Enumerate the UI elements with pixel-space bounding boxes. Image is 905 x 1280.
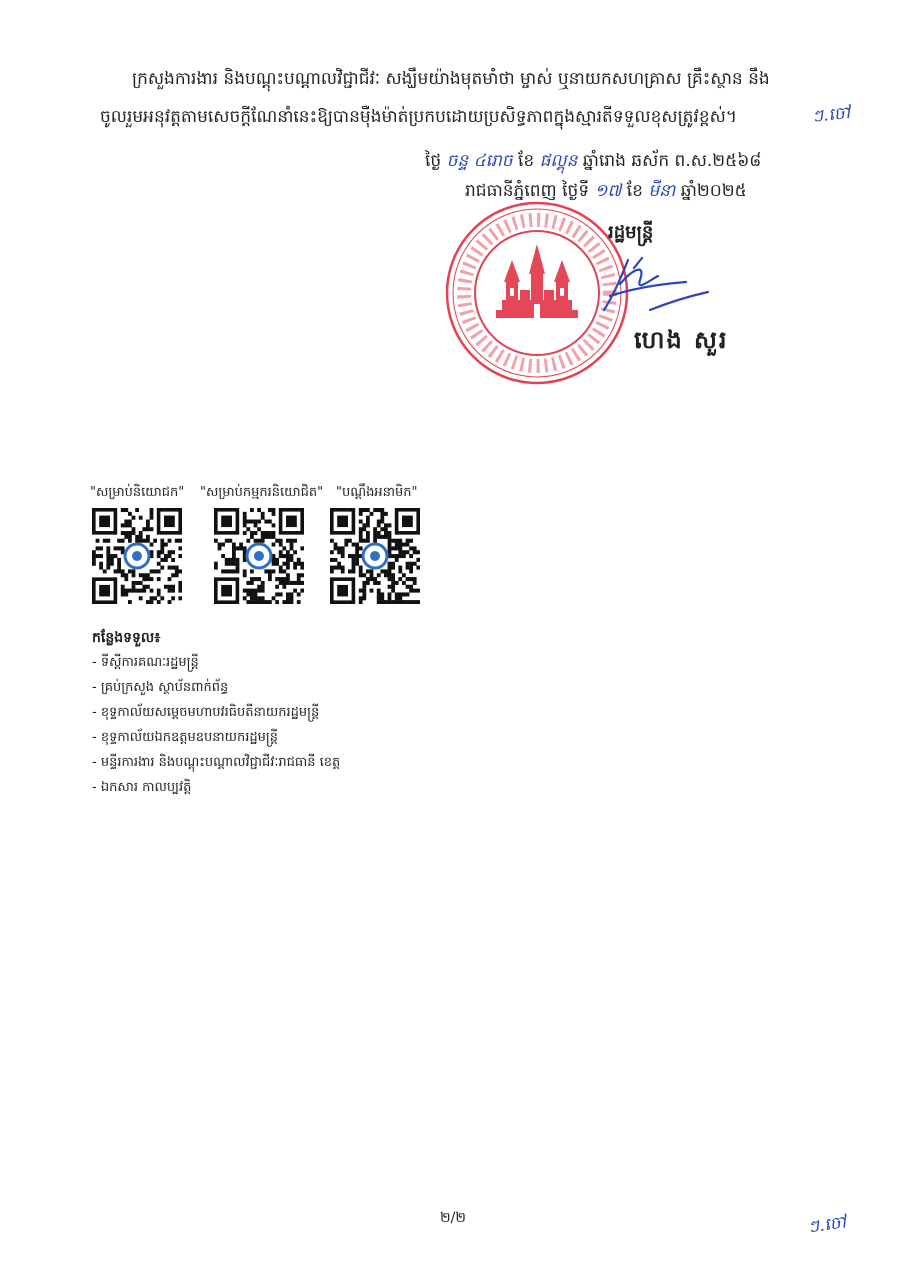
recipient-item: - ខុទ្ទកាល័យសម្តេចមហាបវរធិបតីនាយករដ្ឋមន្ត្រី [92, 705, 320, 720]
qr-code-employee[interactable] [214, 508, 304, 604]
page-number: ២/២ [440, 1210, 466, 1226]
qr-code-employer[interactable] [92, 508, 182, 604]
recipient-item: - គ្រប់ក្រសួង ស្ថាប័នពាក់ព័ន្ធ [92, 680, 229, 695]
lunar-date-line [425, 150, 761, 175]
qr-finder-pattern [281, 510, 303, 533]
qr-finder-pattern [216, 510, 238, 533]
qr-finder-pattern [159, 510, 181, 533]
minister-signature [590, 240, 720, 330]
recipient-item: - ទីស្តីការគណៈរដ្ឋមន្ត្រី [92, 655, 199, 670]
solar-year: ឆ្នាំ២០២៥ [680, 181, 747, 201]
qr-pattern [92, 508, 182, 604]
qr-label-employee: "សម្រាប់កម្មករនិយោជិត" [200, 485, 324, 500]
qr-label-anonymous: "បណ្តឹងអនាមិក" [336, 485, 418, 500]
paragraph-line-2 [100, 98, 860, 136]
lunar-day-prefix: ថ្ងៃ [425, 151, 442, 171]
qr-finder-pattern [94, 579, 116, 602]
signature-graphic [590, 240, 720, 330]
qr-pattern [214, 508, 304, 604]
qr-finder-pattern [332, 510, 354, 533]
closing-paragraph [100, 60, 860, 136]
handwritten-initial: ៗ.ចៅ [810, 103, 851, 127]
qr-finder-pattern [397, 510, 419, 533]
paragraph-line-2-text: ចូលរួមអនុវត្តតាមសេចក្តីណែនាំនេះឱ្យបានម៉ឺងម៉ាត់ប្រកបដោយប្រសិទ្ធភាពក្នុងស្មារតីទទួលខុសត្រូវខ្ពស់។ [100, 107, 738, 127]
solar-month-label: ខែ [626, 181, 643, 201]
recipient-item: - ឯកសារ កាលប្បវត្តិ [92, 780, 192, 795]
recipient-item: - មន្ទីរការងារ និងបណ្តុះបណ្តាលវិជ្ជាជីវៈរាជធានី ខេត្ត [92, 755, 341, 770]
solar-day-handwritten: ១៧ [594, 181, 622, 201]
lunar-year: ឆ្នាំរោង ឆស័ក ព.ស.២៥៦៨ [582, 151, 762, 171]
minister-name: ហេង សួរ [634, 326, 729, 354]
recipients-title: កន្លែងទទួល៖ [92, 630, 161, 646]
paragraph-line-1: ក្រសួងការងារ និងបណ្តុះបណ្តាលវិជ្ជាជីវៈ សង្ឃឹមយ៉ាងមុតមាំថា ម្ចាស់ ឬនាយកសហគ្រាស គ្រឹះស្ថាន នឹង [132, 69, 770, 89]
solar-month-handwritten: មីនា [648, 181, 676, 201]
qr-label-employer: "សម្រាប់និយោជក" [90, 485, 185, 500]
recipient-item: - ខុទ្ទកាល័យឯកឧត្តមឧបនាយករដ្ឋមន្ត្រី [92, 730, 278, 745]
qr-finder-pattern [94, 510, 116, 533]
qr-finder-pattern [332, 579, 354, 602]
signatory-title: រដ្ឋមន្ត្រី [608, 222, 654, 243]
lunar-day-handwritten: ចន្ទ ៤រោច [446, 151, 513, 171]
footer-handwritten-initial: ៗ.ចៅ [806, 1212, 848, 1238]
qr-finder-pattern [216, 579, 238, 602]
solar-day-prefix: រាជធានីភ្នំពេញ ថ្ងៃទី [465, 181, 590, 201]
qr-code-anonymous[interactable] [330, 508, 420, 604]
qr-pattern [330, 508, 420, 604]
lunar-month-handwritten: ផល្គុន [539, 151, 578, 171]
lunar-month-label: ខែ [518, 151, 535, 171]
